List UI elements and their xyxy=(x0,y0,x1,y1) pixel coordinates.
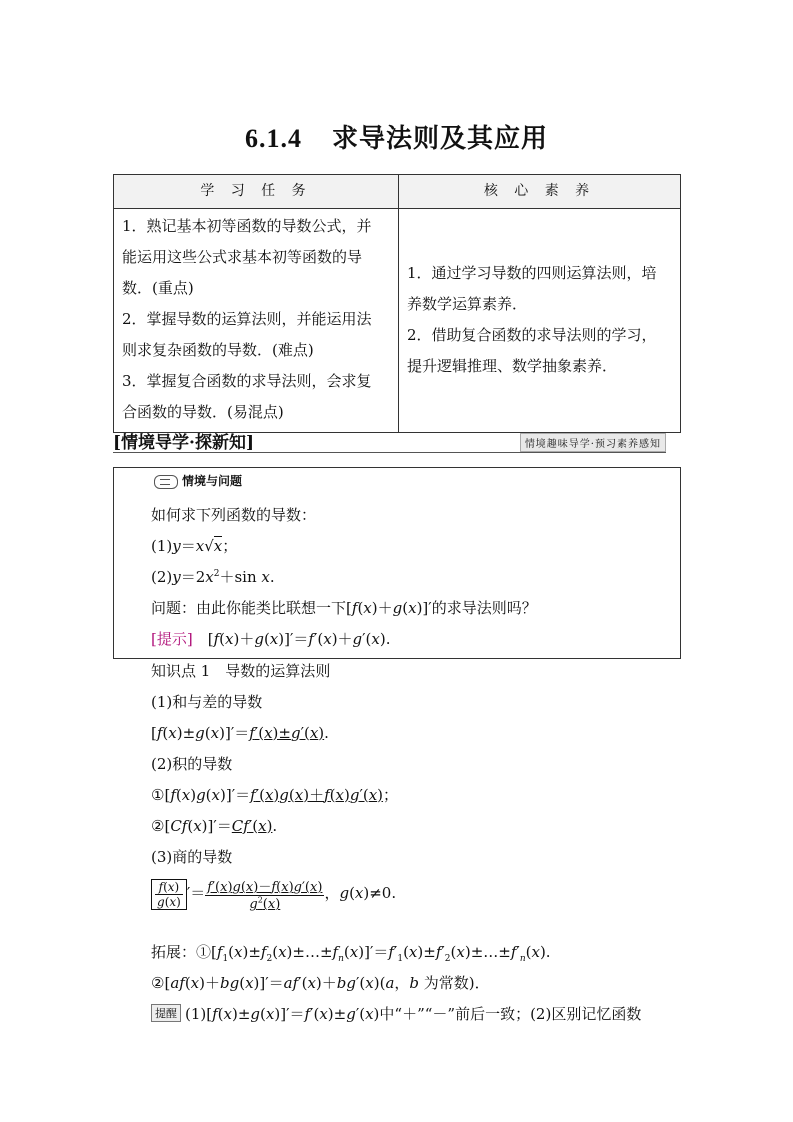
task-line: 3．掌握复合函数的求导法则，会求复 xyxy=(122,372,372,390)
scenario-icon xyxy=(154,475,178,489)
scenario-hint: [提示] [f(x)＋g(x)]′＝f′(x)＋g′(x). xyxy=(151,630,391,648)
quotient-rule-title: (3)商的导数 xyxy=(151,848,233,866)
literacy-cell xyxy=(399,209,681,433)
constant-rule-formula: ②[Cf(x)]′＝Cf′(x). xyxy=(151,817,278,835)
product-rule-formula: ①[f(x)g(x)]′＝f′(x)g(x)＋f(x)g′(x)； xyxy=(151,786,399,804)
hint-label: [提示] xyxy=(151,630,193,648)
task-line: 1．熟记基本初等函数的导数公式，并 xyxy=(122,217,372,235)
scenario-box xyxy=(113,467,681,659)
extension-1: 拓展：$①[f_1(x)\pm f_2(x)\pm\dots\pm f_n(x)]'=f'_1(x)\pm f'_2(x)\pm\dots\pm f'_n(x)$. xyxy=(151,943,551,964)
extension-2: ②[af(x)＋bg(x)]′＝af′(x)＋bg′(x)(a，b 为常数)． xyxy=(151,974,490,992)
task-line: 合函数的导数．(易混点) xyxy=(122,403,284,421)
section-name: [情境导学·探新知] xyxy=(113,433,255,453)
literacy-line: 提升逻辑推理、数学抽象素养． xyxy=(407,356,618,375)
scenario-heading: 情境与问题 xyxy=(154,472,242,489)
header-tasks: 学 习 任 务 xyxy=(114,175,399,209)
reminder-tag: 提醒 xyxy=(151,1004,181,1022)
literacy-line: 养数学运算素养． xyxy=(407,294,528,313)
task-line: 2．掌握导数的运算法则，并能运用法 xyxy=(122,310,372,328)
scenario-question: 问题：由此你能类比联想一下[f(x)＋g(x)]′的求导法则吗？ xyxy=(151,599,537,617)
sum-rule-formula: [f(x)±g(x)]′＝f′(x)±g′(x). xyxy=(151,724,329,742)
reminder-line: 提醒 (1)[f(x)±g(x)]′＝f′(x)±g′(x)中“＋”“－”前后一致；(2)区别记忆函数 xyxy=(151,1003,641,1024)
literacy-line: 2．借助复合函数的求导法则的学习， xyxy=(407,325,657,344)
question-2: $(2)y=2x^2+\sin$ x. xyxy=(151,568,275,586)
product-rule-title: (2)积的导数 xyxy=(151,755,233,773)
section-bar xyxy=(113,428,666,453)
task-line: 数．(重点) xyxy=(122,279,194,297)
learning-goals-table xyxy=(113,174,681,433)
knowledge-point-title: 知识点 1 导数的运算法则 xyxy=(151,662,331,680)
question-1: (1)y＝x√x； xyxy=(151,537,238,555)
section-title: 求导法则及其应用 xyxy=(331,124,548,154)
page-title xyxy=(0,118,793,155)
quotient-rule-formula: $\frac{f(x)}{g(x)}$ ′＝ $\frac{f'(x)g(x)-f(x)g'(x)}{g^2(x)}$ ，g(x)≠0. xyxy=(151,876,396,912)
section-tag: 情境趣味导学·预习素养感知 xyxy=(520,433,666,452)
sum-rule-title: (1)和与差的导数 xyxy=(151,693,263,711)
tasks-cell xyxy=(114,209,399,433)
section-number: 6.1.4 xyxy=(244,124,302,153)
header-literacy: 核 心 素 养 xyxy=(399,175,681,209)
task-line: 能运用这些公式求基本初等函数的导 xyxy=(122,248,363,266)
task-line: 则求复杂函数的导数．(难点) xyxy=(122,341,314,359)
scenario-intro: 如何求下列函数的导数： xyxy=(151,506,317,524)
literacy-line: 1．通过学习导数的四则运算法则，培 xyxy=(407,263,657,282)
